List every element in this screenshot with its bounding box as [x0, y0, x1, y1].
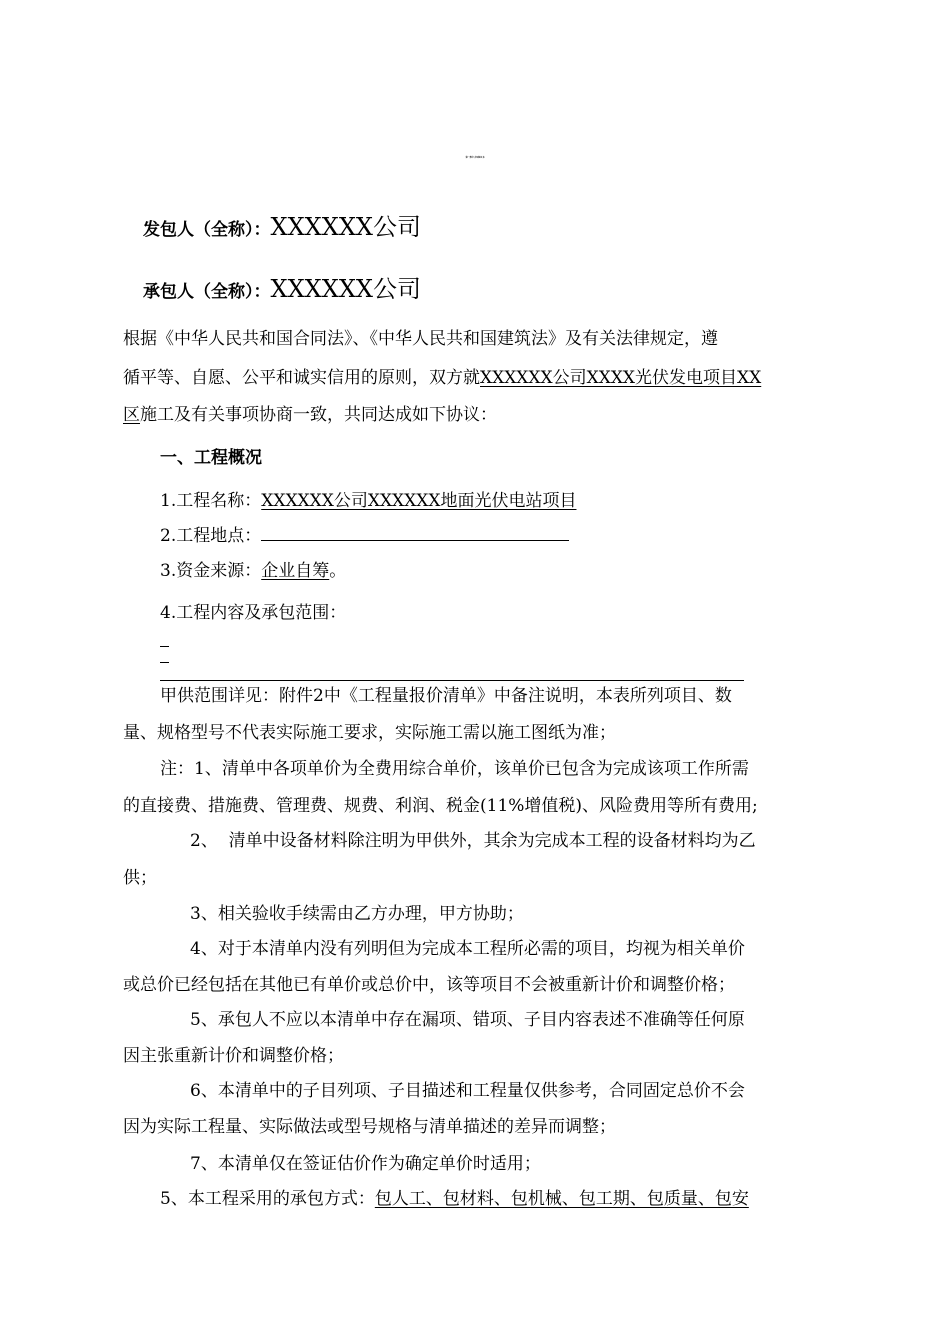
- fund-source-item: [160, 559, 346, 583]
- scope-underline: [160, 680, 744, 681]
- project-name-item: [160, 489, 576, 513]
- intro-line-3: [123, 403, 497, 427]
- note-6-line-1: 6、本清单中的子目列项、子目描述和工程量仅供参考，合同固定总价不会: [190, 1081, 745, 1101]
- note-3: 3、相关验收手续需由乙方办理，甲方协助；: [190, 904, 524, 924]
- intro-line-1: 根据《中华人民共和国合同法》、《中华人民共和国建筑法》及有关法律规定，遵: [123, 329, 718, 349]
- contractor-line: [143, 274, 421, 307]
- intro-text-end: 施工及有关事项协商一致，共同达成如下协议：: [140, 405, 497, 425]
- note-5-line-1: 5、承包人不应以本清单中存在漏项、错项、子目内容表述不准确等任何原: [190, 1010, 745, 1030]
- item-label: 2.工程地点：: [160, 526, 262, 546]
- blank-dash-1: [160, 646, 169, 647]
- item-value: 包人工、包材料、包机械、包工期、包质量、包安: [374, 1189, 749, 1209]
- note-2-line-2: 供；: [123, 868, 157, 888]
- note-6-line-2: 因为实际工程量、实际做法或型号规格与清单描述的差异而调整；: [123, 1117, 616, 1137]
- item-label: 3.资金来源：: [160, 561, 262, 581]
- note-2-line-1: 2、 清单中设备材料除注明为甲供外，其余为完成本工程的设备材料均为乙: [190, 831, 756, 851]
- project-area-underlined: 区: [123, 405, 140, 425]
- project-location-item: [160, 524, 569, 548]
- note-4-line-1: 4、对于本清单内没有列明但为完成本工程所必需的项目，均视为相关单价: [190, 939, 745, 959]
- note-1-line-1: 注：1、清单中各项单价为全费用综合单价，该单价已包含为完成该项工作所需: [160, 759, 749, 779]
- contractor-label: 承包人（全称）：: [143, 282, 271, 302]
- location-blank: [261, 524, 569, 541]
- contractor-value: XXXXXX公司: [270, 275, 422, 303]
- item-end: 。: [329, 561, 347, 581]
- blank-dash-2: [160, 662, 169, 663]
- item-value: 企业自筹: [261, 561, 330, 581]
- item-value: XXXXXX公司XXXXXX地面光伏电站项目: [261, 491, 577, 511]
- note-5-line-2: 因主张重新计价和调整价格；: [123, 1046, 344, 1066]
- scope-line-2: 量、规格型号不代表实际施工要求，实际施工需以施工图纸为准；: [123, 723, 616, 743]
- employer-line: [143, 212, 421, 245]
- note-7: 7、本清单仅在签证估价作为确定单价时适用；: [190, 1154, 541, 1174]
- page-title: 第一部分 合同协议书: [465, 157, 485, 159]
- intro-text: 循平等、自愿、公平和诚实信用的原则，双方就: [123, 368, 480, 388]
- intro-line-2: [123, 366, 761, 390]
- note-1-line-2: 的直接费、措施费、管理费、规费、利润、税金(11%增值税)、风险费用等所有费用;: [123, 796, 758, 816]
- scope-item: 4.工程内容及承包范围：: [160, 603, 347, 623]
- section-heading: 一、工程概况: [160, 448, 262, 468]
- item-label: 1.工程名称：: [160, 491, 262, 511]
- employer-label: 发包人（全称）：: [143, 220, 271, 240]
- item-label: 5、本工程采用的承包方式：: [160, 1189, 375, 1209]
- scope-line-1: 甲供范围详见：附件2中《工程量报价清单》中备注说明，本表所列项目、数: [160, 686, 732, 706]
- employer-value: XXXXXX公司: [270, 213, 422, 241]
- note-4-line-2: 或总价已经包括在其他已有单价或总价中，该等项目不会被重新计价和调整价格；: [123, 975, 735, 995]
- contract-mode-item: [160, 1187, 749, 1211]
- project-name-underlined: XXXXXX公司XXXX光伏发电项目XX: [480, 368, 762, 388]
